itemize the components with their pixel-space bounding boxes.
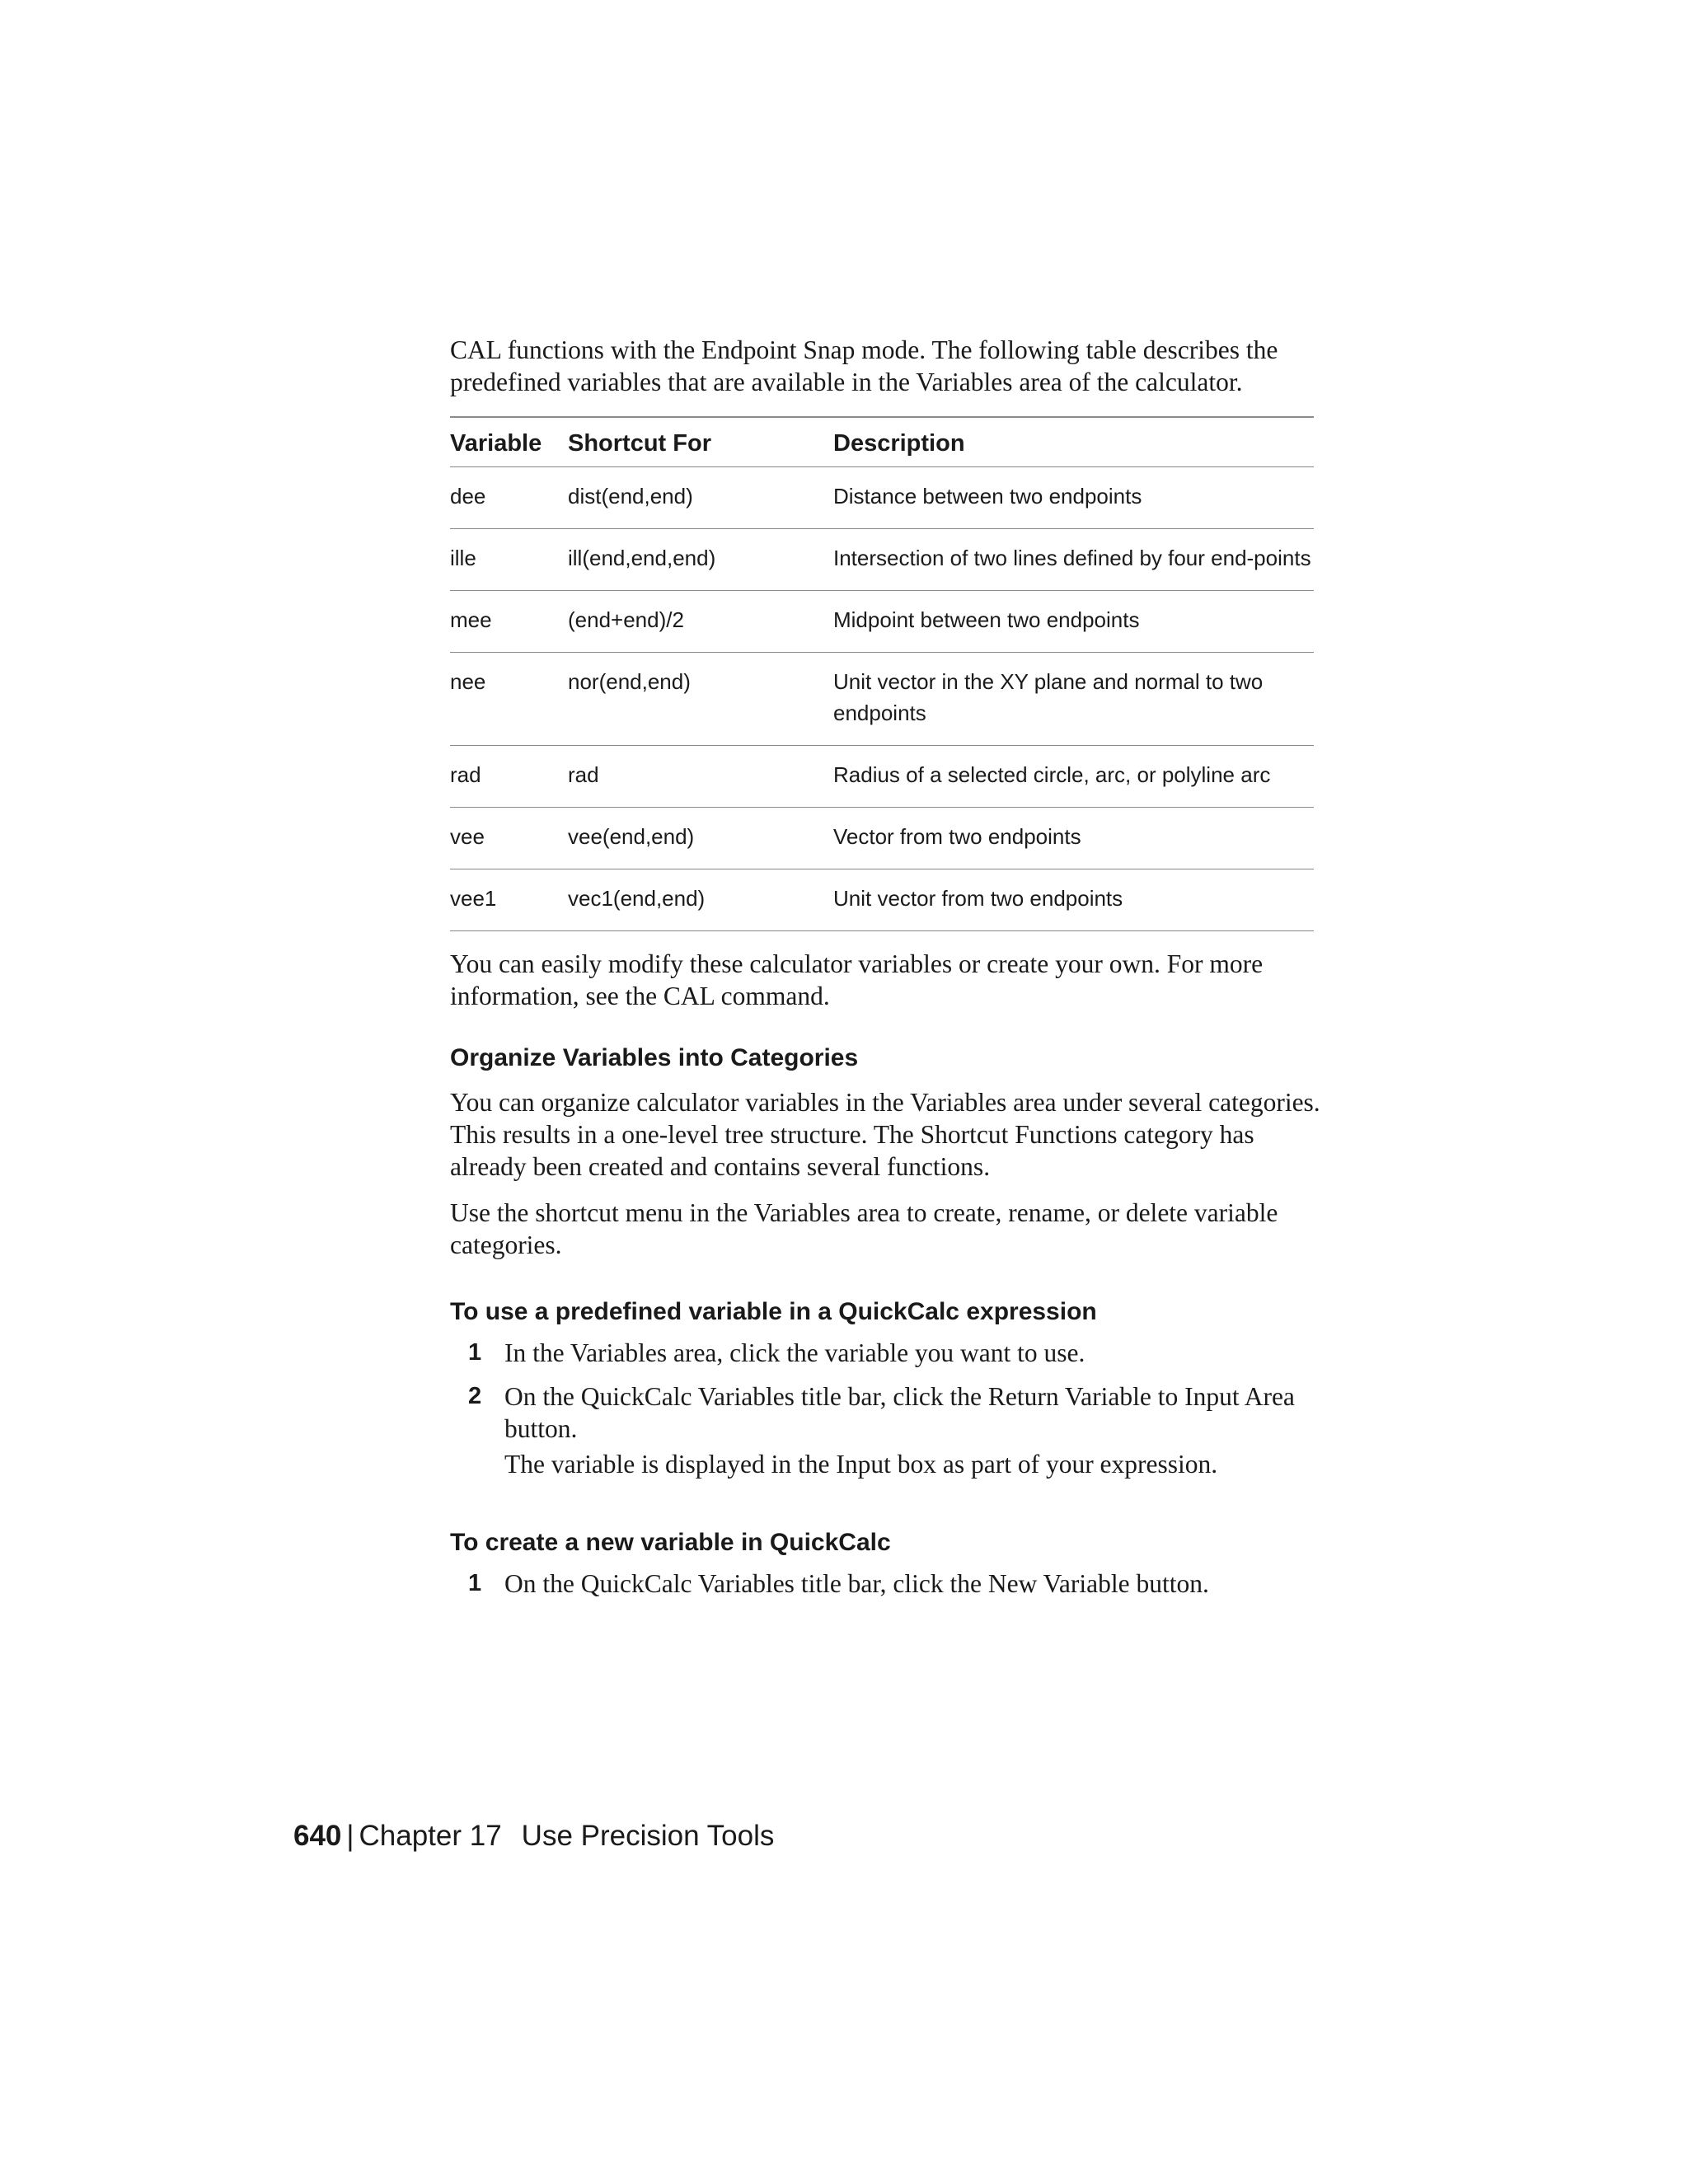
cell-shortcut: (end+end)/2 <box>568 607 684 632</box>
step-number: 1 <box>468 1339 482 1366</box>
page-number: 640 <box>293 1820 342 1852</box>
procedure-step <box>450 1568 1324 1600</box>
table-row <box>450 467 1314 529</box>
cell-variable: mee <box>450 607 492 632</box>
table-row <box>450 529 1314 591</box>
cell-variable: dee <box>450 484 486 509</box>
cell-description: Intersection of two lines defined by four end-points <box>833 546 1311 570</box>
cell-variable: ille <box>450 546 476 570</box>
page-content <box>450 334 1324 1611</box>
cell-description: Radius of a selected circle, arc, or polyline arc <box>833 762 1271 787</box>
header-shortcut-for: Shortcut For <box>568 430 711 457</box>
procedure-step <box>450 1337 1324 1369</box>
table-row <box>450 869 1314 931</box>
table-row <box>450 653 1314 746</box>
chapter-label: Chapter 17 <box>359 1820 502 1852</box>
step-result-note: The variable is displayed in the Input box as part of your expression. <box>504 1450 1218 1479</box>
cell-variable: vee <box>450 824 485 849</box>
footer-separator: | <box>346 1820 354 1852</box>
cell-variable: vee1 <box>450 886 497 911</box>
page-footer <box>293 1818 774 1854</box>
step-number: 1 <box>468 1570 482 1596</box>
step-text: On the QuickCalc Variables title bar, click the New Variable button. <box>504 1569 1209 1598</box>
cell-shortcut: nor(end,end) <box>568 669 691 694</box>
cell-shortcut: ill(end,end,end) <box>568 546 716 570</box>
cell-variable: rad <box>450 762 481 787</box>
section-paragraph-2: Use the shortcut menu in the Variables area to create, rename, or delete variable categories. <box>450 1198 1278 1259</box>
cell-description: Vector from two endpoints <box>833 824 1081 849</box>
procedure-step <box>450 1380 1324 1445</box>
intro-paragraph: CAL functions with the Endpoint Snap mode. The following table describes the predefined variables that are available in the Variables area of the calculator. <box>450 335 1278 396</box>
cell-shortcut: vec1(end,end) <box>568 886 706 911</box>
cell-description: Midpoint between two endpoints <box>833 607 1140 632</box>
step-text: In the Variables area, click the variable you want to use. <box>504 1338 1085 1367</box>
table-row <box>450 591 1314 653</box>
procedure-heading-create-variable: To create a new variable in QuickCalc <box>450 1529 891 1556</box>
cell-variable: nee <box>450 669 486 694</box>
cell-shortcut: rad <box>568 762 599 787</box>
step-text: On the QuickCalc Variables title bar, click the Return Variable to Input Area button. <box>504 1382 1295 1443</box>
chapter-title: Use Precision Tools <box>521 1820 775 1852</box>
header-description: Description <box>833 430 965 457</box>
section-heading: Organize Variables into Categories <box>450 1044 859 1071</box>
after-table-paragraph: You can easily modify these calculator variables or create your own. For more information, see the CAL command. <box>450 949 1264 1010</box>
step-number: 2 <box>468 1383 482 1409</box>
cell-shortcut: dist(end,end) <box>568 484 693 509</box>
section-paragraph-1: You can organize calculator variables in the Variables area under several categories. This results in a one-level tree structure. The Shortcut Functions category has already been created and contains several functions. <box>450 1088 1320 1181</box>
header-variable: Variable <box>450 430 542 457</box>
cell-description: Distance between two endpoints <box>833 484 1142 509</box>
cell-description: Unit vector in the XY plane and normal to two endpoints <box>833 669 1264 725</box>
procedure-heading-use-variable: To use a predefined variable in a QuickCalc expression <box>450 1298 1097 1325</box>
cell-shortcut: vee(end,end) <box>568 824 695 849</box>
table-row <box>450 808 1314 869</box>
table-row <box>450 746 1314 808</box>
table-header-row <box>450 418 1314 467</box>
variables-table <box>450 416 1314 931</box>
cell-description: Unit vector from two endpoints <box>833 886 1123 911</box>
